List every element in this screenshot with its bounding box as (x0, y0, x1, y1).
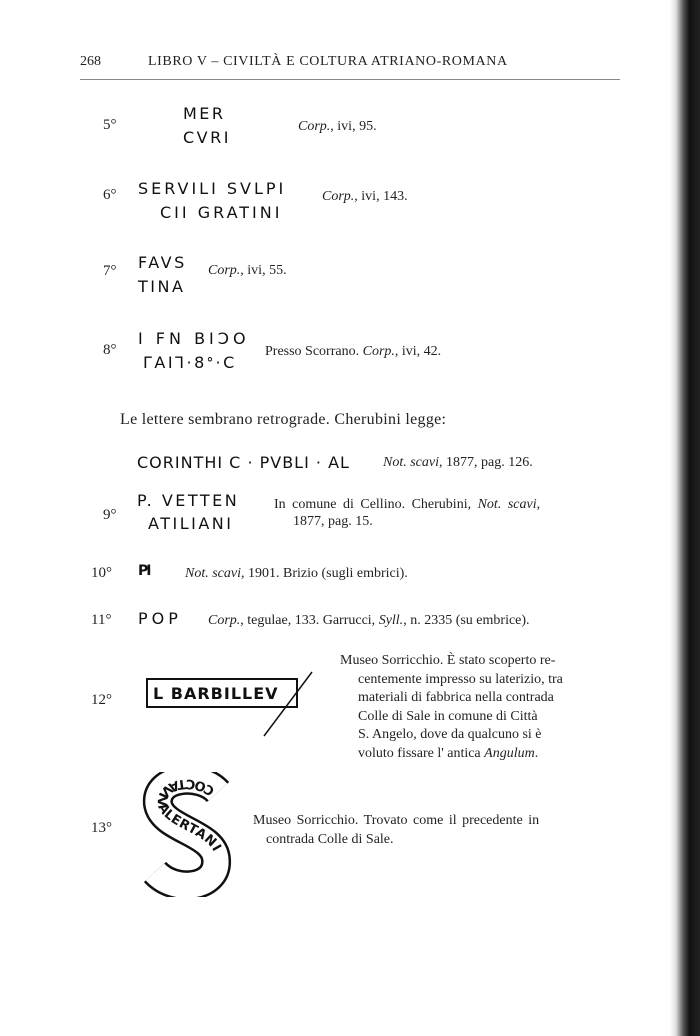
reference: Not. scavi, 1901. Brizio (sugli embrici). (185, 566, 408, 581)
reference: Corp., tegulae, 133. Garrucci, Syll., n. 2335 (su embrice). (208, 613, 530, 628)
s-shaped-stamp (140, 772, 235, 897)
stamp-broken-edge (258, 668, 318, 740)
reference: Corp., ivi, 95. (298, 119, 377, 134)
page-number: 268 (80, 54, 101, 69)
entry-13-description: Museo Sorricchio. Trovato come il precedente in contrada Colle di Sale. (253, 813, 540, 847)
entry-number: 8° (103, 342, 117, 358)
reference: Presso Scorrano. Corp., ivi, 42. (265, 344, 442, 359)
stamp-inscription: L BARBILLEV (153, 684, 279, 703)
inscription-line: POP (138, 609, 182, 628)
inscription-line: TINA (138, 277, 186, 296)
entry-number: 6° (103, 187, 117, 203)
inscription-line: ATILIANI (148, 514, 234, 533)
note-inscription: CORINTHI C · PVBLI · AL (137, 453, 350, 472)
inscription-line: SERVILI SVLPI (138, 179, 287, 198)
inscription-line: MER (183, 104, 226, 123)
inscription-line: I FN BIƆO (138, 329, 250, 348)
entry-number: 12° (91, 692, 112, 708)
inscription-line: FAVS (138, 253, 187, 272)
reference: Corp., ivi, 143. (322, 189, 408, 204)
running-title: LIBRO V – CIVILTÀ E COLTURA ATRIANO-ROMANA (148, 54, 508, 69)
reference-continued: 1877, pag. 15. (293, 514, 373, 529)
svg-text:COCTAVIVALERTANI: COCTAVIVALERTANI (153, 775, 224, 855)
inscription-line: CII GRATINI (160, 203, 283, 222)
book-binding-edge (670, 0, 700, 1036)
reference: Corp., ivi, 55. (208, 263, 287, 278)
entry-number: 10° (91, 565, 112, 581)
inscription-line: ΓAIꓶ·8ᐤ·C (143, 353, 237, 372)
entry-number: 9° (103, 507, 117, 523)
header-rule (80, 79, 620, 80)
reference: In comune di Cellino. Cherubini, Not. scavi, (274, 497, 541, 512)
entry-number: 13° (91, 820, 112, 836)
entry-number: 5° (103, 117, 117, 133)
entry-number: 7° (103, 263, 117, 279)
entry-12-description: Museo Sorricchio. È stato scoperto re- centemente impresso su laterizio, tra materiali di fabbrica nella contrada Colle di Sale in comune di Città S. Angelo, dove da qualcuno si è voluto fissare l' antica Angulum. (340, 653, 563, 761)
inscription-line: P. VETTEN (137, 491, 240, 510)
note-text: Le lettere sembrano retrograde. Cherubini legge: (120, 411, 447, 428)
entry-number: 11° (91, 612, 112, 628)
inscription-line: CVRI (183, 128, 231, 147)
reference: Not. scavi, 1877, pag. 126. (383, 455, 533, 470)
inscription-line: PI (138, 563, 150, 579)
